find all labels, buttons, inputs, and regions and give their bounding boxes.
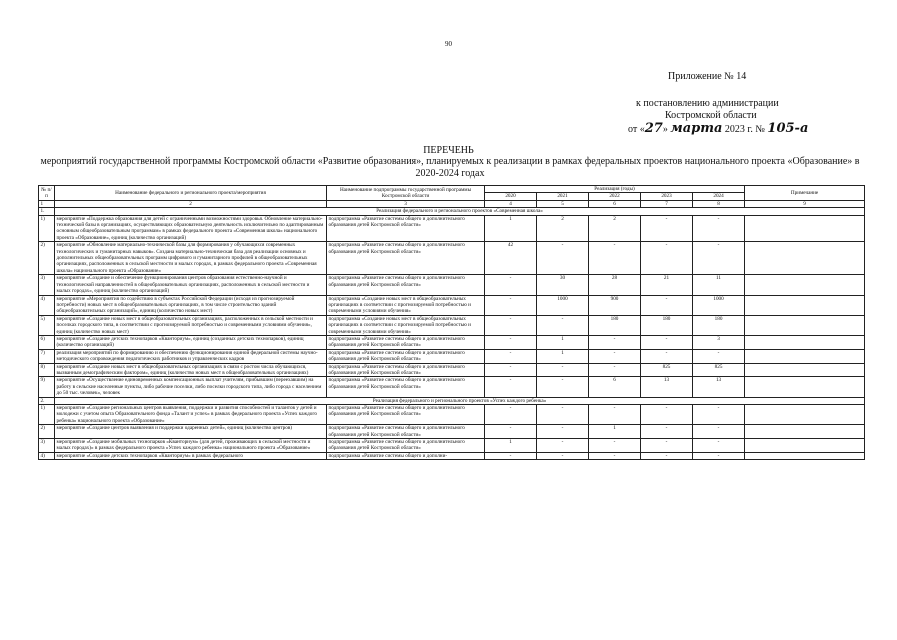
col-number: 3 xyxy=(327,200,485,207)
row-year-value: 6 xyxy=(589,377,641,397)
row-measure-name: мероприятие «Мероприятия по содействию в субъектах Российской Федерации (исходя из прогнозируемой потребности) новых мест в общеобразовательных организациях, в том числе строительство зданий общеобразовательных организаций», единиц (количество новых мест) xyxy=(55,295,327,315)
row-year-value: 28 xyxy=(589,275,641,295)
row-note xyxy=(745,439,865,453)
table-row xyxy=(39,425,865,439)
row-year-value: - xyxy=(693,242,745,275)
row-year-value: - xyxy=(693,452,745,459)
row-year-value: - xyxy=(485,452,537,459)
table-row xyxy=(39,275,865,295)
row-year-value: - xyxy=(485,377,537,397)
row-year-value: 2 xyxy=(589,215,641,242)
row-num: 1) xyxy=(39,405,55,425)
row-year-value: - xyxy=(693,439,745,453)
row-year-value: 42 xyxy=(485,242,537,275)
row-year-value: 13 xyxy=(641,377,693,397)
column-number-row xyxy=(39,200,865,207)
row-year-value: - xyxy=(485,275,537,295)
row-note xyxy=(745,275,865,295)
row-year-value: 1 xyxy=(537,349,589,363)
table-row xyxy=(39,242,865,275)
row-year-value: - xyxy=(589,242,641,275)
section-title: Реализация федерального и регионального проектов «Успех каждого ребенка» xyxy=(55,397,865,404)
row-num: 2) xyxy=(39,425,55,439)
row-year-value: 21 xyxy=(641,275,693,295)
table-row xyxy=(39,439,865,453)
row-measure-name: мероприятие «Создание региональных центров выявления, поддержки и развития способностей и талантов у детей и молодежи с учетом опыта Образовательного фонда «Талант и успех» в рамках федерального проекта «Успех каждого ребенка» национального проекта «Образование» xyxy=(55,405,327,425)
decree-line-1: к постановлению администрации xyxy=(636,98,779,109)
row-subprogram: подпрограмма «Создание новых мест в общеобразовательных организациях в соответствии с прогнозируемой потребностью и современными условиями обучения» xyxy=(327,315,485,335)
row-year-value: 900 xyxy=(589,295,641,315)
row-year-value: - xyxy=(537,315,589,335)
section-num: 2. xyxy=(39,397,55,404)
row-num: 4) xyxy=(39,452,55,459)
row-note xyxy=(745,242,865,275)
col-number: 6 xyxy=(589,200,641,207)
row-year-value: - xyxy=(693,425,745,439)
row-year-value: - xyxy=(589,363,641,377)
row-year-value: - xyxy=(641,242,693,275)
row-subprogram: подпрограмма «Развитие системы общего и дополнительного образования детей Костромской области» xyxy=(327,425,485,439)
row-num: 2) xyxy=(39,242,55,275)
header-implementation: Реализация (годы) xyxy=(485,186,745,193)
row-year-value: - xyxy=(589,405,641,425)
row-year-value: - xyxy=(537,439,589,453)
header-note: Примечание xyxy=(745,186,865,201)
table-row xyxy=(39,315,865,335)
row-measure-name: мероприятие «Создание детских технопарков «Кванториум» в рамках федерального xyxy=(55,452,327,459)
table-row xyxy=(39,405,865,425)
table-row xyxy=(39,452,865,459)
row-year-value: 13 xyxy=(693,377,745,397)
decree-suffix: 2023 г. № xyxy=(724,124,765,135)
row-year-value: 180 xyxy=(641,315,693,335)
decree-number: 105-а xyxy=(767,121,809,136)
header-year: 2020 xyxy=(485,193,537,200)
row-subprogram: подпрограмма «Развитие системы общего и дополнительного образования детей Костромской области» xyxy=(327,439,485,453)
row-measure-name: мероприятие «Создание детских технопарков «Кванториум», единиц (созданных детских технопарков), единиц (количество организаций) xyxy=(55,335,327,349)
row-year-value: - xyxy=(589,439,641,453)
row-year-value: 825 xyxy=(693,363,745,377)
row-year-value: - xyxy=(485,315,537,335)
row-measure-name: мероприятие «Создание центров выявления и поддержки одаренных детей», единиц (количество центров) xyxy=(55,425,327,439)
row-year-value: - xyxy=(537,425,589,439)
row-measure-name: мероприятие «Создание новых мест в общеобразовательных организациях, расположенных в сельской местности и поселках городского типа, в соответствии с прогнозируемой потребностью и современными условиями обучения», единиц (количество новых мест) xyxy=(55,315,327,335)
row-subprogram: подпрограмма «Развитие системы общего и дополнительного образования детей Костромской области» xyxy=(327,275,485,295)
decree-mid: » xyxy=(662,124,668,135)
row-subprogram: подпрограмма «Развитие системы общего и дополни- xyxy=(327,452,485,459)
row-num: 3) xyxy=(39,275,55,295)
row-note xyxy=(745,315,865,335)
row-year-value: - xyxy=(641,405,693,425)
row-year-value: 1 xyxy=(589,425,641,439)
decree-prefix: от « xyxy=(628,124,645,135)
page-number: 90 xyxy=(445,40,452,48)
header-year: 2021 xyxy=(537,193,589,200)
section-num: 1. xyxy=(39,208,55,215)
row-subprogram: подпрограмма «Развитие системы общего и дополнительного образования детей Костромской области» xyxy=(327,335,485,349)
row-year-value: 11 xyxy=(693,275,745,295)
row-subprogram: подпрограмма «Развитие системы общего и дополнительного образования детей Костромской области» xyxy=(327,349,485,363)
row-year-value: - xyxy=(485,349,537,363)
row-year-value: 180 xyxy=(589,315,641,335)
row-year-value: - xyxy=(537,452,589,459)
row-year-value: - xyxy=(693,405,745,425)
row-year-value: - xyxy=(641,335,693,349)
row-year-value: 30 xyxy=(537,275,589,295)
row-note xyxy=(745,349,865,363)
row-measure-name: мероприятие «Создание и обеспечение функционирования центров образования естественно-научной и технологической направленностей в общеобразовательных организациях, расположенных в сельской местности и малых городах», единиц (количество организаций) xyxy=(55,275,327,295)
row-year-value: 1 xyxy=(485,439,537,453)
row-subprogram: подпрограмма «Развитие системы общего и дополнительного образования детей Костромской области» xyxy=(327,363,485,377)
document-title: ПЕРЕЧЕНЬ xyxy=(423,145,474,156)
section-row xyxy=(39,397,865,404)
row-num: 6) xyxy=(39,335,55,349)
row-measure-name: мероприятие «Создание новых мест в общеобразовательных организациях в связи с ростом числа обучающихся, вызванным демографическим фактором», единиц (количество новых мест в общеобразовательных организациях) xyxy=(55,363,327,377)
row-year-value: - xyxy=(641,295,693,315)
header-year: 2022 xyxy=(589,193,641,200)
row-year-value: 1 xyxy=(537,335,589,349)
row-measure-name: мероприятие «Обновление материально-технической базы для формирования у обучающихся современных технологических и гуманитарных навыков». Создана материально-техническая база для реализации основных и дополнительных общеобразовательных программ цифрового и гуманитарного профилей в общеобразовательных организациях, расположенных в сельской местности и малых городах, в рамках федерального проекта «Современная школа» национального проекта «Образование» xyxy=(55,242,327,275)
row-num: 7) xyxy=(39,349,55,363)
row-num: 3) xyxy=(39,439,55,453)
header-num: № п/п xyxy=(39,186,55,201)
row-year-value: 825 xyxy=(641,363,693,377)
col-number: 1 xyxy=(39,200,55,207)
table-row xyxy=(39,215,865,242)
row-year-value: - xyxy=(537,405,589,425)
row-subprogram: подпрограмма «Развитие системы общего и дополнительного образования детей Костромской области» xyxy=(327,405,485,425)
row-note xyxy=(745,405,865,425)
table-row xyxy=(39,377,865,397)
row-year-value: - xyxy=(485,335,537,349)
decree-day: 27 xyxy=(644,121,663,136)
decree-month: марта xyxy=(670,121,723,136)
row-subprogram: подпрограмма «Развитие системы общего и дополнительного образования детей Костромской области» xyxy=(327,377,485,397)
section-title: Реализация федерального и регионального проектов «Современная школа» xyxy=(55,208,865,215)
header-year: 2024 xyxy=(693,193,745,200)
col-number: 9 xyxy=(745,200,865,207)
row-num: 9) xyxy=(39,377,55,397)
decree-line-2: Костромской области xyxy=(665,110,757,121)
row-year-value: 2 xyxy=(537,215,589,242)
document-subtitle: мероприятий государственной программы Костромской области «Развитие образования», планируемых к реализации в рамках федеральных проектов национального проекта «Образование» в 2020-2024 годах xyxy=(40,156,860,179)
row-year-value: - xyxy=(485,295,537,315)
header-subprogram: Наименование подпрограммы государственной программы Костромской области xyxy=(327,186,485,201)
row-num: 4) xyxy=(39,295,55,315)
row-measure-name: мероприятие «Поддержка образования для детей с ограниченными возможностями здоровья. Обновление материально-технической базы в организациях, осуществляющих образовательную деятельность исключительно по адаптированным основным общеобразовательным программам» в рамках федерального проекта «Современная школа» национального проекта «Образование», единиц (количество организаций) xyxy=(55,215,327,242)
row-subprogram: подпрограмма «Создание новых мест в общеобразовательных организациях в соответствии с прогнозируемой потребностью и современными условиями обучения» xyxy=(327,295,485,315)
row-note xyxy=(745,452,865,459)
col-number: 2 xyxy=(55,200,327,207)
col-number: 4 xyxy=(485,200,537,207)
row-year-value: 3 xyxy=(693,335,745,349)
row-num: 1) xyxy=(39,215,55,242)
section-row xyxy=(39,208,865,215)
row-year-value: - xyxy=(485,363,537,377)
decree-line-3 xyxy=(628,121,808,136)
header-year: 2023 xyxy=(641,193,693,200)
row-year-value: - xyxy=(641,215,693,242)
row-year-value: - xyxy=(537,363,589,377)
row-subprogram: подпрограмма «Развитие системы общего и дополнительного образования детей Костромской области» xyxy=(327,215,485,242)
col-number: 7 xyxy=(641,200,693,207)
row-year-value: - xyxy=(641,425,693,439)
row-year-value: - xyxy=(641,452,693,459)
row-year-value: - xyxy=(537,377,589,397)
row-note xyxy=(745,335,865,349)
row-note xyxy=(745,425,865,439)
row-year-value: - xyxy=(537,242,589,275)
row-year-value: 1000 xyxy=(693,295,745,315)
table-row xyxy=(39,335,865,349)
row-measure-name: реализация мероприятий по формированию и обеспечению функционирования единой федеральной системы научно-методического сопровождения педагогических работников и управленческих кадров xyxy=(55,349,327,363)
row-year-value: - xyxy=(693,215,745,242)
appendix-label: Приложение № 14 xyxy=(668,71,747,82)
row-year-value: 1000 xyxy=(537,295,589,315)
row-year-value: - xyxy=(485,405,537,425)
row-num: 5) xyxy=(39,315,55,335)
row-year-value: - xyxy=(693,349,745,363)
row-year-value: - xyxy=(485,425,537,439)
measures-table xyxy=(38,185,865,460)
col-number: 8 xyxy=(693,200,745,207)
row-year-value: - xyxy=(589,452,641,459)
row-year-value: - xyxy=(589,335,641,349)
row-note xyxy=(745,377,865,397)
row-num: 8) xyxy=(39,363,55,377)
row-year-value: - xyxy=(641,439,693,453)
table-row xyxy=(39,349,865,363)
row-note xyxy=(745,295,865,315)
row-subprogram: подпрограмма «Развитие системы общего и дополнительного образования детей Костромской области» xyxy=(327,242,485,275)
row-note xyxy=(745,363,865,377)
table-row xyxy=(39,295,865,315)
row-year-value: 180 xyxy=(693,315,745,335)
row-measure-name: мероприятие «Создание мобильных технопарков «Кванториум» (для детей, проживающих в сельской местности и малых городах)» в рамках федерального проекта «Успех каждого ребенка» национального проекта «Образование» xyxy=(55,439,327,453)
col-number: 5 xyxy=(537,200,589,207)
header-name: Наименование федерального и регионального проекта/мероприятия xyxy=(55,186,327,201)
row-measure-name: мероприятие «Осуществление единовременных компенсационных выплат учителям, прибывшим (переехавшим) на работу в сельские населенные пункты, либо рабочие поселки, либо поселки городского типа, либо города с населением до 50 тыс. человек», человек xyxy=(55,377,327,397)
row-year-value: - xyxy=(589,349,641,363)
row-year-value: 1 xyxy=(485,215,537,242)
table-row xyxy=(39,363,865,377)
row-year-value: - xyxy=(641,349,693,363)
row-note xyxy=(745,215,865,242)
